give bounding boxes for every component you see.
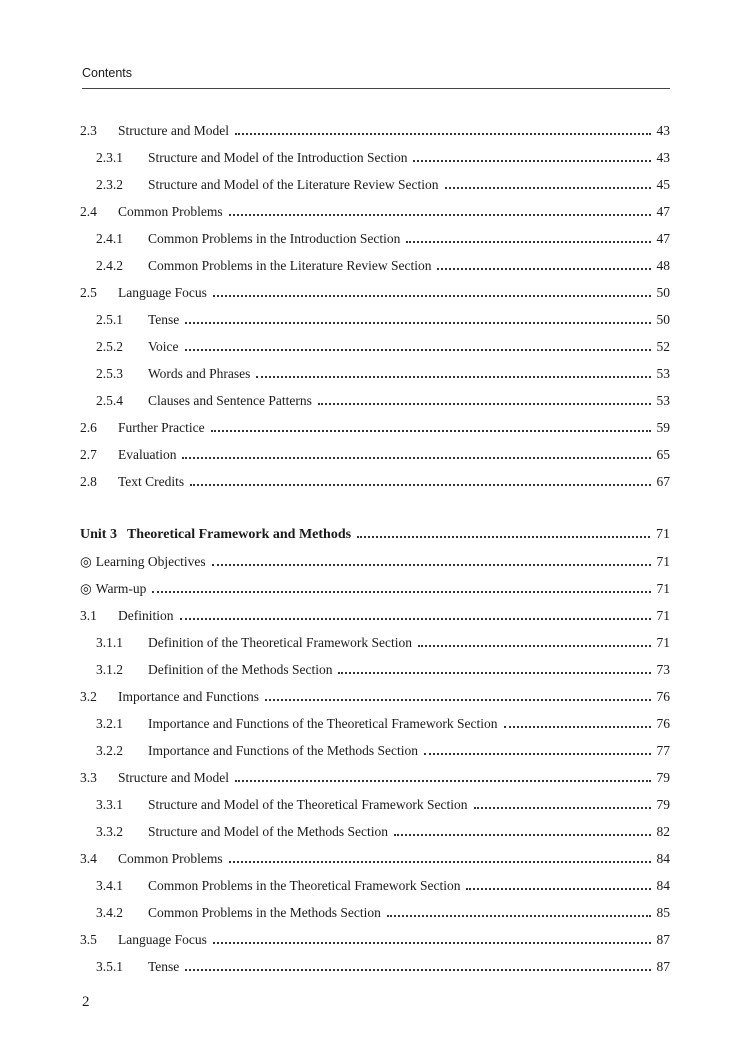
toc-section-entry[interactable] [80, 418, 670, 438]
dot-leader [229, 213, 651, 216]
dot-leader [152, 590, 650, 593]
toc-entry-page: 43 [656, 150, 670, 165]
toc-subsection-entry[interactable] [96, 229, 670, 249]
dot-leader [394, 833, 651, 836]
toc-entry-number: 3.2.2 [96, 743, 123, 758]
toc-entry-page: 47 [656, 204, 670, 219]
toc-entry-number: 3.1.1 [96, 635, 123, 650]
dot-leader [185, 321, 650, 324]
toc-subsection-entry[interactable] [96, 337, 670, 357]
toc-entry-page: 53 [656, 393, 670, 408]
toc-subsection-entry[interactable] [96, 822, 670, 842]
dot-leader [256, 375, 650, 378]
dot-leader [466, 887, 650, 890]
toc-entry-number: 3.3.1 [96, 797, 123, 812]
toc-entry-page: 48 [656, 258, 670, 273]
toc-subsection-entry[interactable] [96, 660, 670, 680]
toc-entry-number: 2.3.1 [96, 150, 123, 165]
toc-unit-entry[interactable] [80, 525, 670, 545]
toc-entry-title: Importance and Functions of the Methods Section [148, 743, 418, 758]
dot-leader [445, 186, 651, 189]
dot-leader [235, 779, 651, 782]
toc-marked-entry[interactable] [80, 579, 670, 599]
dot-leader [213, 941, 651, 944]
dot-leader [190, 483, 650, 486]
toc-entry-number: 2.3.2 [96, 177, 123, 192]
toc-section-entry[interactable] [80, 606, 670, 626]
toc-section-entry[interactable] [80, 445, 670, 465]
toc-entry-title: Structure and Model of the Literature Review Section [148, 177, 439, 192]
dot-leader [387, 914, 651, 917]
dot-leader [265, 698, 651, 701]
toc-entry-title: Structure and Model [118, 123, 229, 138]
toc-entry-title: Tense [148, 959, 180, 974]
dot-leader [504, 725, 651, 728]
toc-entry-page: 73 [656, 662, 670, 677]
toc-section-entry[interactable] [80, 472, 670, 492]
toc-entry-number: 2.5.3 [96, 366, 123, 381]
toc-section-entry[interactable] [80, 768, 670, 788]
toc-entry-title: Common Problems in the Literature Review Section [148, 258, 432, 273]
dot-leader [212, 563, 651, 566]
toc-entry-number: 3.1 [80, 608, 97, 623]
header-rule [82, 88, 670, 89]
toc-entry-title: Text Credits [118, 474, 185, 489]
toc-entry-number: 2.5.1 [96, 312, 123, 327]
dot-leader [338, 671, 650, 674]
dot-leader [406, 240, 650, 243]
toc-entry-title: Structure and Model [118, 770, 229, 785]
toc-entry-page: 59 [656, 420, 670, 435]
toc-entry-page: 50 [656, 285, 670, 300]
toc-entry-number: 2.3 [80, 123, 97, 138]
toc-entry-page: 45 [656, 177, 670, 192]
toc-entry-page: 71 [656, 527, 670, 542]
toc-entry-number: 2.5.4 [96, 393, 123, 408]
toc-entry-number: 2.4.1 [96, 231, 123, 246]
toc-entry-number: 2.4 [80, 204, 97, 219]
toc-subsection-entry[interactable] [96, 256, 670, 276]
toc-subsection-entry[interactable] [96, 633, 670, 653]
toc-entry-title: Language Focus [118, 932, 207, 947]
toc-entry-title: Further Practice [118, 420, 205, 435]
running-header: Contents [82, 66, 133, 80]
dot-leader [318, 402, 651, 405]
toc-entry-title: Learning Objectives [95, 554, 206, 569]
toc-entry-page: 67 [656, 474, 670, 489]
toc-entry-page: 76 [656, 716, 670, 731]
toc-entry-page: 79 [656, 797, 670, 812]
toc-entry-title: Common Problems in the Methods Section [148, 905, 381, 920]
toc-entry-title: Importance and Functions [118, 689, 259, 704]
dot-leader [182, 456, 650, 459]
dot-leader [418, 644, 650, 647]
toc-entry-number: Unit 3 [80, 527, 117, 542]
toc-subsection-entry[interactable] [96, 148, 670, 168]
toc-entry-page: 84 [656, 851, 670, 866]
toc-entry-number: 2.4.2 [96, 258, 123, 273]
bullet-circle-icon: ◎ [80, 554, 92, 569]
page-number: 2 [82, 994, 90, 1010]
toc-subsection-entry[interactable] [96, 957, 670, 977]
toc-entry-number: 3.1.2 [96, 662, 123, 677]
toc-entry-page: 71 [656, 581, 670, 596]
toc-entry-number: 3.5 [80, 932, 97, 947]
dot-leader [357, 535, 650, 538]
toc-entry-title: Tense [148, 312, 180, 327]
dot-leader [185, 348, 651, 351]
dot-leader [413, 159, 650, 162]
toc-entry-title: Language Focus [118, 285, 207, 300]
toc-entry-title: Words and Phrases [148, 366, 251, 381]
toc-entry-number: 3.2.1 [96, 716, 123, 731]
toc-entry-page: 52 [656, 339, 670, 354]
toc-entry-title: Common Problems [118, 851, 223, 866]
toc-entry-number: 3.2 [80, 689, 97, 704]
toc-entry-title: Common Problems in the Introduction Section [148, 231, 401, 246]
dot-leader [437, 267, 650, 270]
toc-entry-page: 85 [656, 905, 670, 920]
toc-subsection-entry[interactable] [96, 714, 670, 734]
dot-leader [229, 860, 651, 863]
toc-section-entry[interactable] [80, 283, 670, 303]
toc-entry-title: Common Problems [118, 204, 223, 219]
toc-entry-number: 3.3 [80, 770, 97, 785]
toc-section-entry[interactable] [80, 121, 670, 141]
toc-entry-number: 2.5.2 [96, 339, 123, 354]
toc-subsection-entry[interactable] [96, 310, 670, 330]
toc-subsection-entry[interactable] [96, 876, 670, 896]
toc-entry-page: 71 [656, 608, 670, 623]
toc-entry-number: 3.4.1 [96, 878, 123, 893]
dot-leader [474, 806, 651, 809]
toc-subsection-entry[interactable] [96, 741, 670, 761]
dot-leader [180, 617, 651, 620]
toc-marked-entry[interactable] [80, 552, 670, 572]
toc-entry-title: Common Problems in the Theoretical Framework Section [148, 878, 461, 893]
toc-entry-title: Voice [148, 339, 179, 354]
toc-entry-page: 87 [656, 932, 670, 947]
dot-leader [211, 429, 651, 432]
toc-entry-page: 77 [656, 743, 670, 758]
toc-entry-page: 76 [656, 689, 670, 704]
toc-entry-title: Theoretical Framework and Methods [126, 527, 352, 542]
toc-entry-title: Evaluation [118, 447, 177, 462]
toc-entry-number: 2.6 [80, 420, 97, 435]
toc-entry-page: 87 [656, 959, 670, 974]
toc-entry-number: 3.4 [80, 851, 97, 866]
toc-entry-page: 43 [656, 123, 670, 138]
toc-entry-number: 3.5.1 [96, 959, 123, 974]
toc-entry-page: 50 [656, 312, 670, 327]
toc-entry-title: Definition [118, 608, 174, 623]
dot-leader [213, 294, 651, 297]
toc-section-entry[interactable] [80, 930, 670, 950]
toc-entry-page: 71 [656, 554, 670, 569]
toc-subsection-entry[interactable] [96, 795, 670, 815]
toc-entry-title: Definition of the Theoretical Framework Section [148, 635, 413, 650]
toc-entry-title: Importance and Functions of the Theoretical Framework Section [148, 716, 498, 731]
dot-leader [235, 132, 651, 135]
bullet-circle-icon: ◎ [80, 581, 92, 596]
toc-entry-title: Warm-up [95, 581, 147, 596]
toc-entry-number: 2.8 [80, 474, 97, 489]
toc-entry-title: Clauses and Sentence Patterns [148, 393, 312, 408]
dot-leader [424, 752, 651, 755]
toc-entry-title: Definition of the Methods Section [148, 662, 333, 677]
toc-entry-number: 2.5 [80, 285, 97, 300]
toc-subsection-entry[interactable] [96, 364, 670, 384]
toc-entry-page: 53 [656, 366, 670, 381]
toc-subsection-entry[interactable] [96, 391, 670, 411]
toc-entry-page: 82 [656, 824, 670, 839]
toc-entry-number: 3.4.2 [96, 905, 123, 920]
toc-entry-page: 79 [656, 770, 670, 785]
toc-subsection-entry[interactable] [96, 903, 670, 923]
toc-entry-title: Structure and Model of the Introduction Section [148, 150, 408, 165]
toc-section-entry[interactable] [80, 687, 670, 707]
toc-section-entry[interactable] [80, 202, 670, 222]
toc-subsection-entry[interactable] [96, 175, 670, 195]
toc-entry-number: 2.7 [80, 447, 97, 462]
toc-entry-page: 84 [656, 878, 670, 893]
toc-entry-title: Structure and Model of the Methods Section [148, 824, 388, 839]
toc-section-entry[interactable] [80, 849, 670, 869]
toc-entry-page: 65 [656, 447, 670, 462]
toc-entry-page: 71 [656, 635, 670, 650]
dot-leader [185, 968, 650, 971]
toc-entry-number: 3.3.2 [96, 824, 123, 839]
toc-entry-page: 47 [656, 231, 670, 246]
toc-entry-title: Structure and Model of the Theoretical Framework Section [148, 797, 468, 812]
